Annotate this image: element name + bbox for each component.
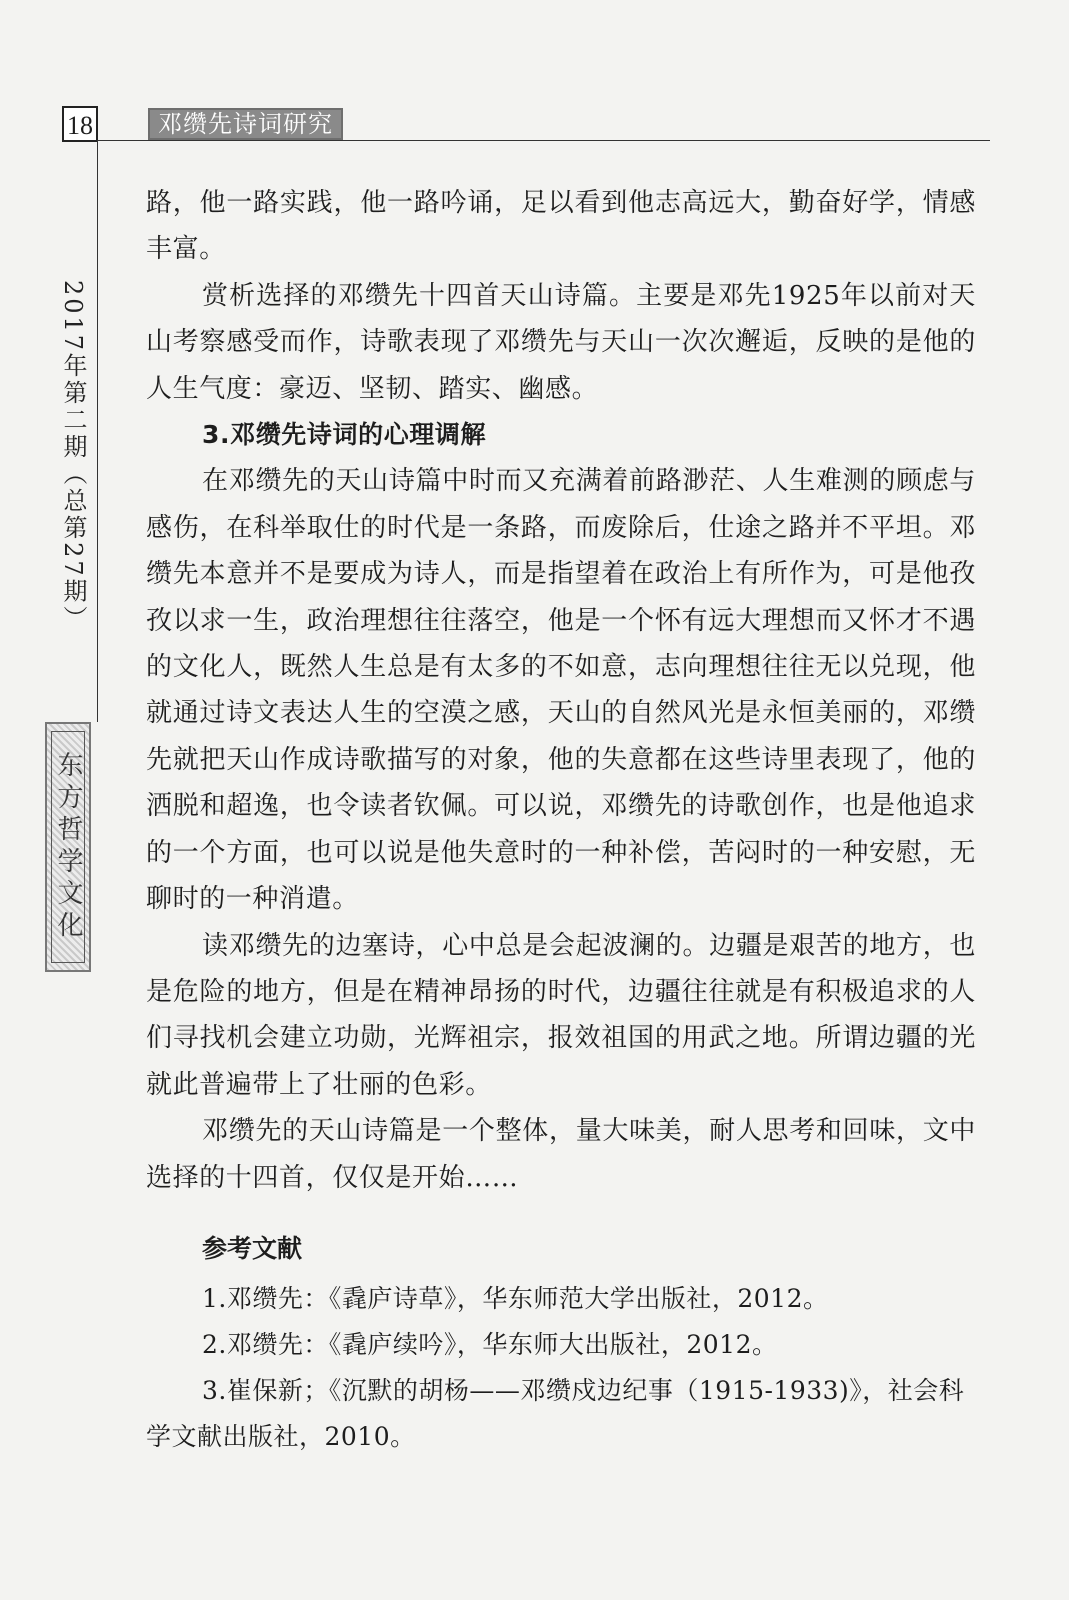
references-heading: 参考文献: [202, 1234, 303, 1263]
section-heading: 3.邓缵先诗词的心理调解: [202, 420, 487, 450]
paragraph: 在邓缵先的天山诗篇中时而又充满着前路渺茫、人生难测的顾虑与感伤，在科举取仕的时代是一条路，而废除后，仕途之路并不平坦。邓缵先本意并不是要成为诗人，而是指望着在政治上有所作为，可是他孜孜以求一生，政治理想往往落空，他是一个怀有远大理想而又怀才不遇的文化人，既然人生总是有太多的不如意，志向理想往往无以兑现，他就通过诗文表达人生的空漠之感，天山的自然风光是永恒美丽的，邓缵先就把天山作成诗歌描写的对象，他的失意都在这些诗里表现了，他的洒脱和超逸，也令读者钦佩。可以说，邓缵先的诗歌创作，也是他追求的一个方面，也可以说是他失意时的一种补偿，苦闷时的一种安慰，无聊时的一种消遣。: [146, 466, 976, 915]
paragraph: 读邓缵先的边塞诗，心中总是会起波澜的。边疆是艰苦的地方，也是危险的地方，但是在精神昂扬的时代，边疆往往就是有积极追求的人们寻找机会建立功勋，光辉祖宗，报效祖国的用武之地。所谓边疆的光就此普遍带上了壮丽的色彩。: [146, 930, 976, 1100]
reference-item: 2.邓缵先：《毳庐续吟》，华东师大出版社，2012。: [202, 1330, 778, 1359]
header-rule: [98, 140, 990, 141]
paragraph: 邓缵先的天山诗篇是一个整体，量大味美，耐人思考和回味，文中选择的十四首，仅仅是开始……: [146, 1116, 976, 1193]
seal-stamp: [45, 722, 91, 972]
side-rule: [97, 140, 98, 722]
issue-label: 2017年第二期（总第27期）: [59, 280, 87, 633]
paragraph: 赏析选择的邓缵先十四首天山诗篇。主要是邓先1925年以前对天山考察感受而作，诗歌表现了邓缵先与天山一次次邂逅，反映的是他的人生气度：豪迈、坚韧、踏实、幽感。: [146, 280, 976, 404]
paragraph: 路，他一路实践，他一路吟诵，足以看到他志高远大，勤奋好学，情感丰富。: [146, 188, 976, 265]
running-header-title: 邓缵先诗词研究: [148, 108, 343, 140]
reference-item: 3.崔保新；《沉默的胡杨——邓缵戍边纪事（1915-1933)》，社会科学文献出版社，2010。: [146, 1376, 965, 1451]
reference-item: 1.邓缵先：《毳庐诗草》，华东师范大学出版社，2012。: [202, 1284, 829, 1313]
references: [146, 1226, 976, 1460]
page-number: 18: [62, 106, 98, 142]
seal-text: 东方哲学文化: [51, 731, 85, 963]
article-body: [146, 180, 976, 1201]
